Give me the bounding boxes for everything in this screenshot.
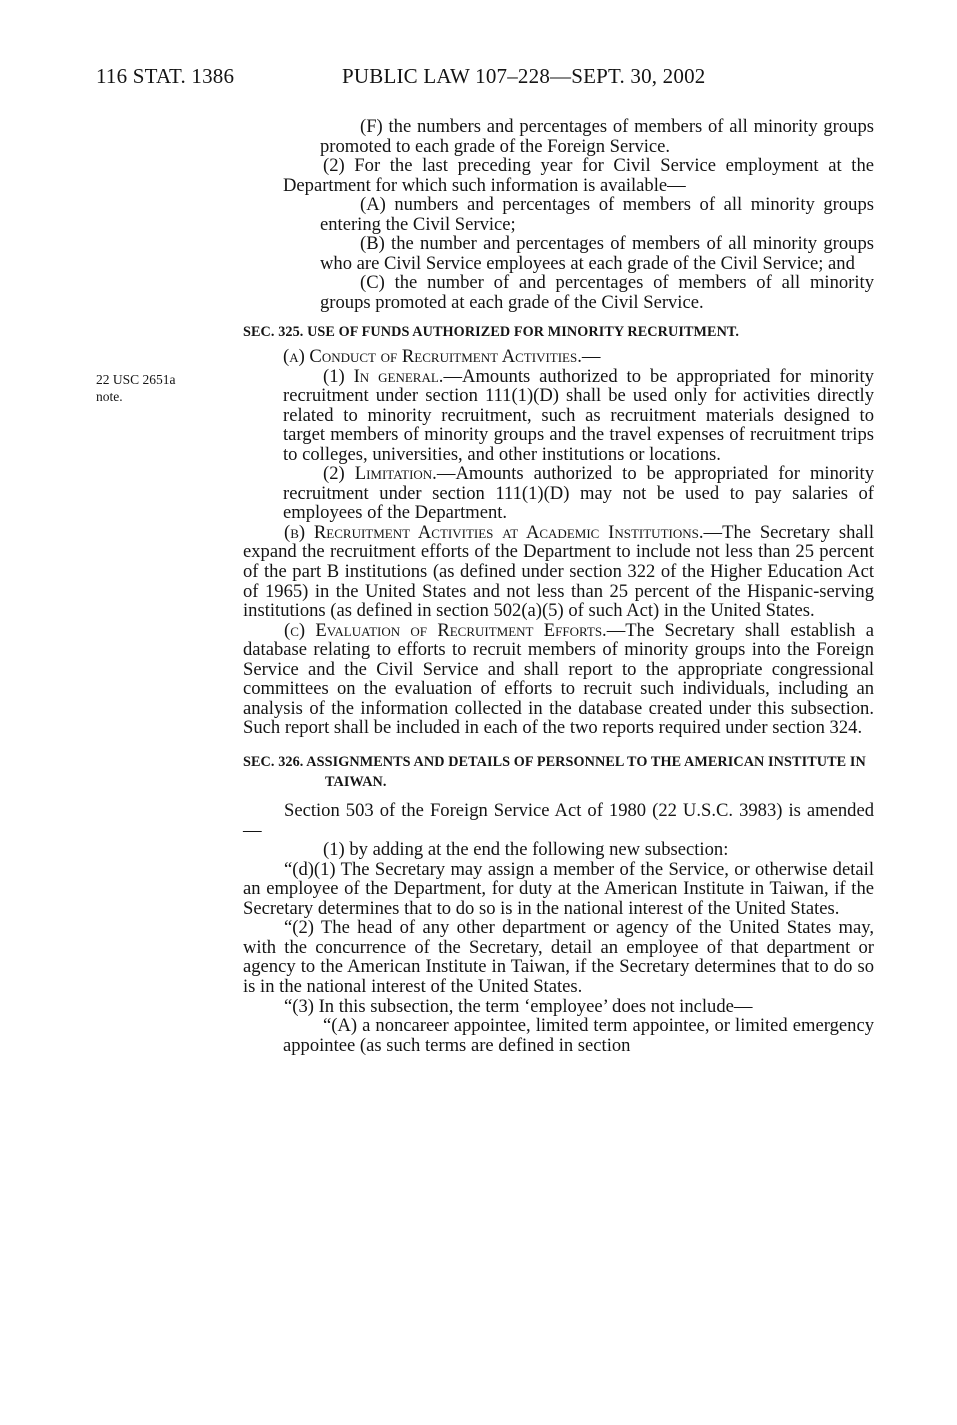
paragraph-2a: (A) numbers and percentages of members of all minority groups entering the Civil Service; <box>320 194 874 235</box>
page-header <box>96 64 876 94</box>
subsection-a-title: (a) Conduct of Recruitment Activities.— <box>283 346 601 368</box>
paragraph-a1 <box>243 367 874 465</box>
subsection-a-heading <box>243 347 874 367</box>
section-325-heading: SEC. 325. USE OF FUNDS AUTHORIZED FOR MINORITY RECRUITMENT. <box>243 324 740 341</box>
paragraph-2c: (C) the number of and percentages of members of all minority groups promoted at each grade of the Civil Service. <box>320 272 874 313</box>
subsection-d3a: “(A) a noncareer appointee, limited term appointee, or limited emergency appointee (as such terms are defined in section <box>283 1015 874 1056</box>
paragraph-f: (F) the numbers and percentages of members of all minority groups promoted to each grade of the Foreign Service. <box>320 116 874 157</box>
subsection-b-text: —The Secretary shall expand the recruitment efforts of the Department to include not less than 25 percent of the part B institutions (as defined under section 322 of the Higher Education Act of 1965) in the United States and not less than 25 percent of the Hispanic-serving institutions (as defined in section 502(a)(5) of such Act) in the United States. <box>243 521 874 622</box>
subsection-d2: “(2) The head of any other department or agency of the United States may, with the concurrence of the Secretary, detail an employee of that department or agency to the American Institute in Taiwan, if the Secretary determines that to do so is in the national interest of the United States. <box>243 917 874 997</box>
section-326-heading: SEC. 326. ASSIGNMENTS AND DETAILS OF PERSONNEL TO THE AMERICAN INSTITUTE IN TAIWAN. <box>243 753 866 790</box>
margin-note-label: note. <box>96 389 123 404</box>
margin-note-usc-citation: 22 USC 2651a <box>96 372 176 387</box>
paragraph-a2 <box>243 464 874 523</box>
paragraph-2b: (B) the number and percentages of members of all minority groups who are Civil Service employees at each grade of the Civil Service; and <box>320 233 874 274</box>
paragraph-a1-heading: (1) In general. <box>323 365 444 387</box>
subsection-b <box>243 523 874 621</box>
section-326-paragraph-1: (1) by adding at the end the following new subsection: <box>323 839 729 861</box>
statute-page-reference: 116 STAT. 1386 <box>96 64 235 88</box>
subsection-c-heading: (c) Evaluation of Recruitment Efforts. <box>284 619 607 641</box>
paragraph-a2-heading: (2) Limitation. <box>323 463 437 485</box>
margin-note <box>96 371 226 405</box>
public-law-reference: PUBLIC LAW 107–228—SEPT. 30, 2002 <box>342 64 706 88</box>
subsection-c <box>243 621 874 738</box>
document-body <box>243 117 874 1055</box>
subsection-b-heading: (b) Recruitment Activities at Academic Institutions. <box>284 521 704 543</box>
paragraph-a1-text: —Amounts authorized to be appropriated for minority recruitment under section 111(1)(D) shall be used only for activities directly related to minority recruitment, such as recruitment materials designed to target members of minority groups and the travel expenses of recruitment trips to colleges, universities, and other institutions or locations. <box>283 365 874 465</box>
section-326-intro: Section 503 of the Foreign Service Act of 1980 (22 U.S.C. 3983) is amended— <box>243 800 874 841</box>
subsection-c-text: —The Secretary shall establish a database relating to efforts to recruit members of minority groups into the Foreign Service and the Civil Service and shall report to the appropriate congressional committees on the evaluation of efforts to recruit such individuals, including an analysis of the information collected in the database created under this subsection. Such report shall be included in each of the two reports required under section 324. <box>243 619 874 739</box>
subsection-d1: “(d)(1) The Secretary may assign a member of the Service, or otherwise detail an employee of the Department, for duty at the American Institute in Taiwan, if the Secretary determines that to do so is in the national interest of the United States. <box>243 858 874 919</box>
paragraph-a2-text: —Amounts authorized to be appropriated for minority recruitment under section 111(1)(D) may not be used to pay salaries of employees of the Department. <box>283 463 874 524</box>
paragraph-2: (2) For the last preceding year for Civil Service employment at the Department for which such information is available— <box>283 155 874 196</box>
subsection-d3: “(3) In this subsection, the term ‘employee’ does not include— <box>284 995 753 1017</box>
